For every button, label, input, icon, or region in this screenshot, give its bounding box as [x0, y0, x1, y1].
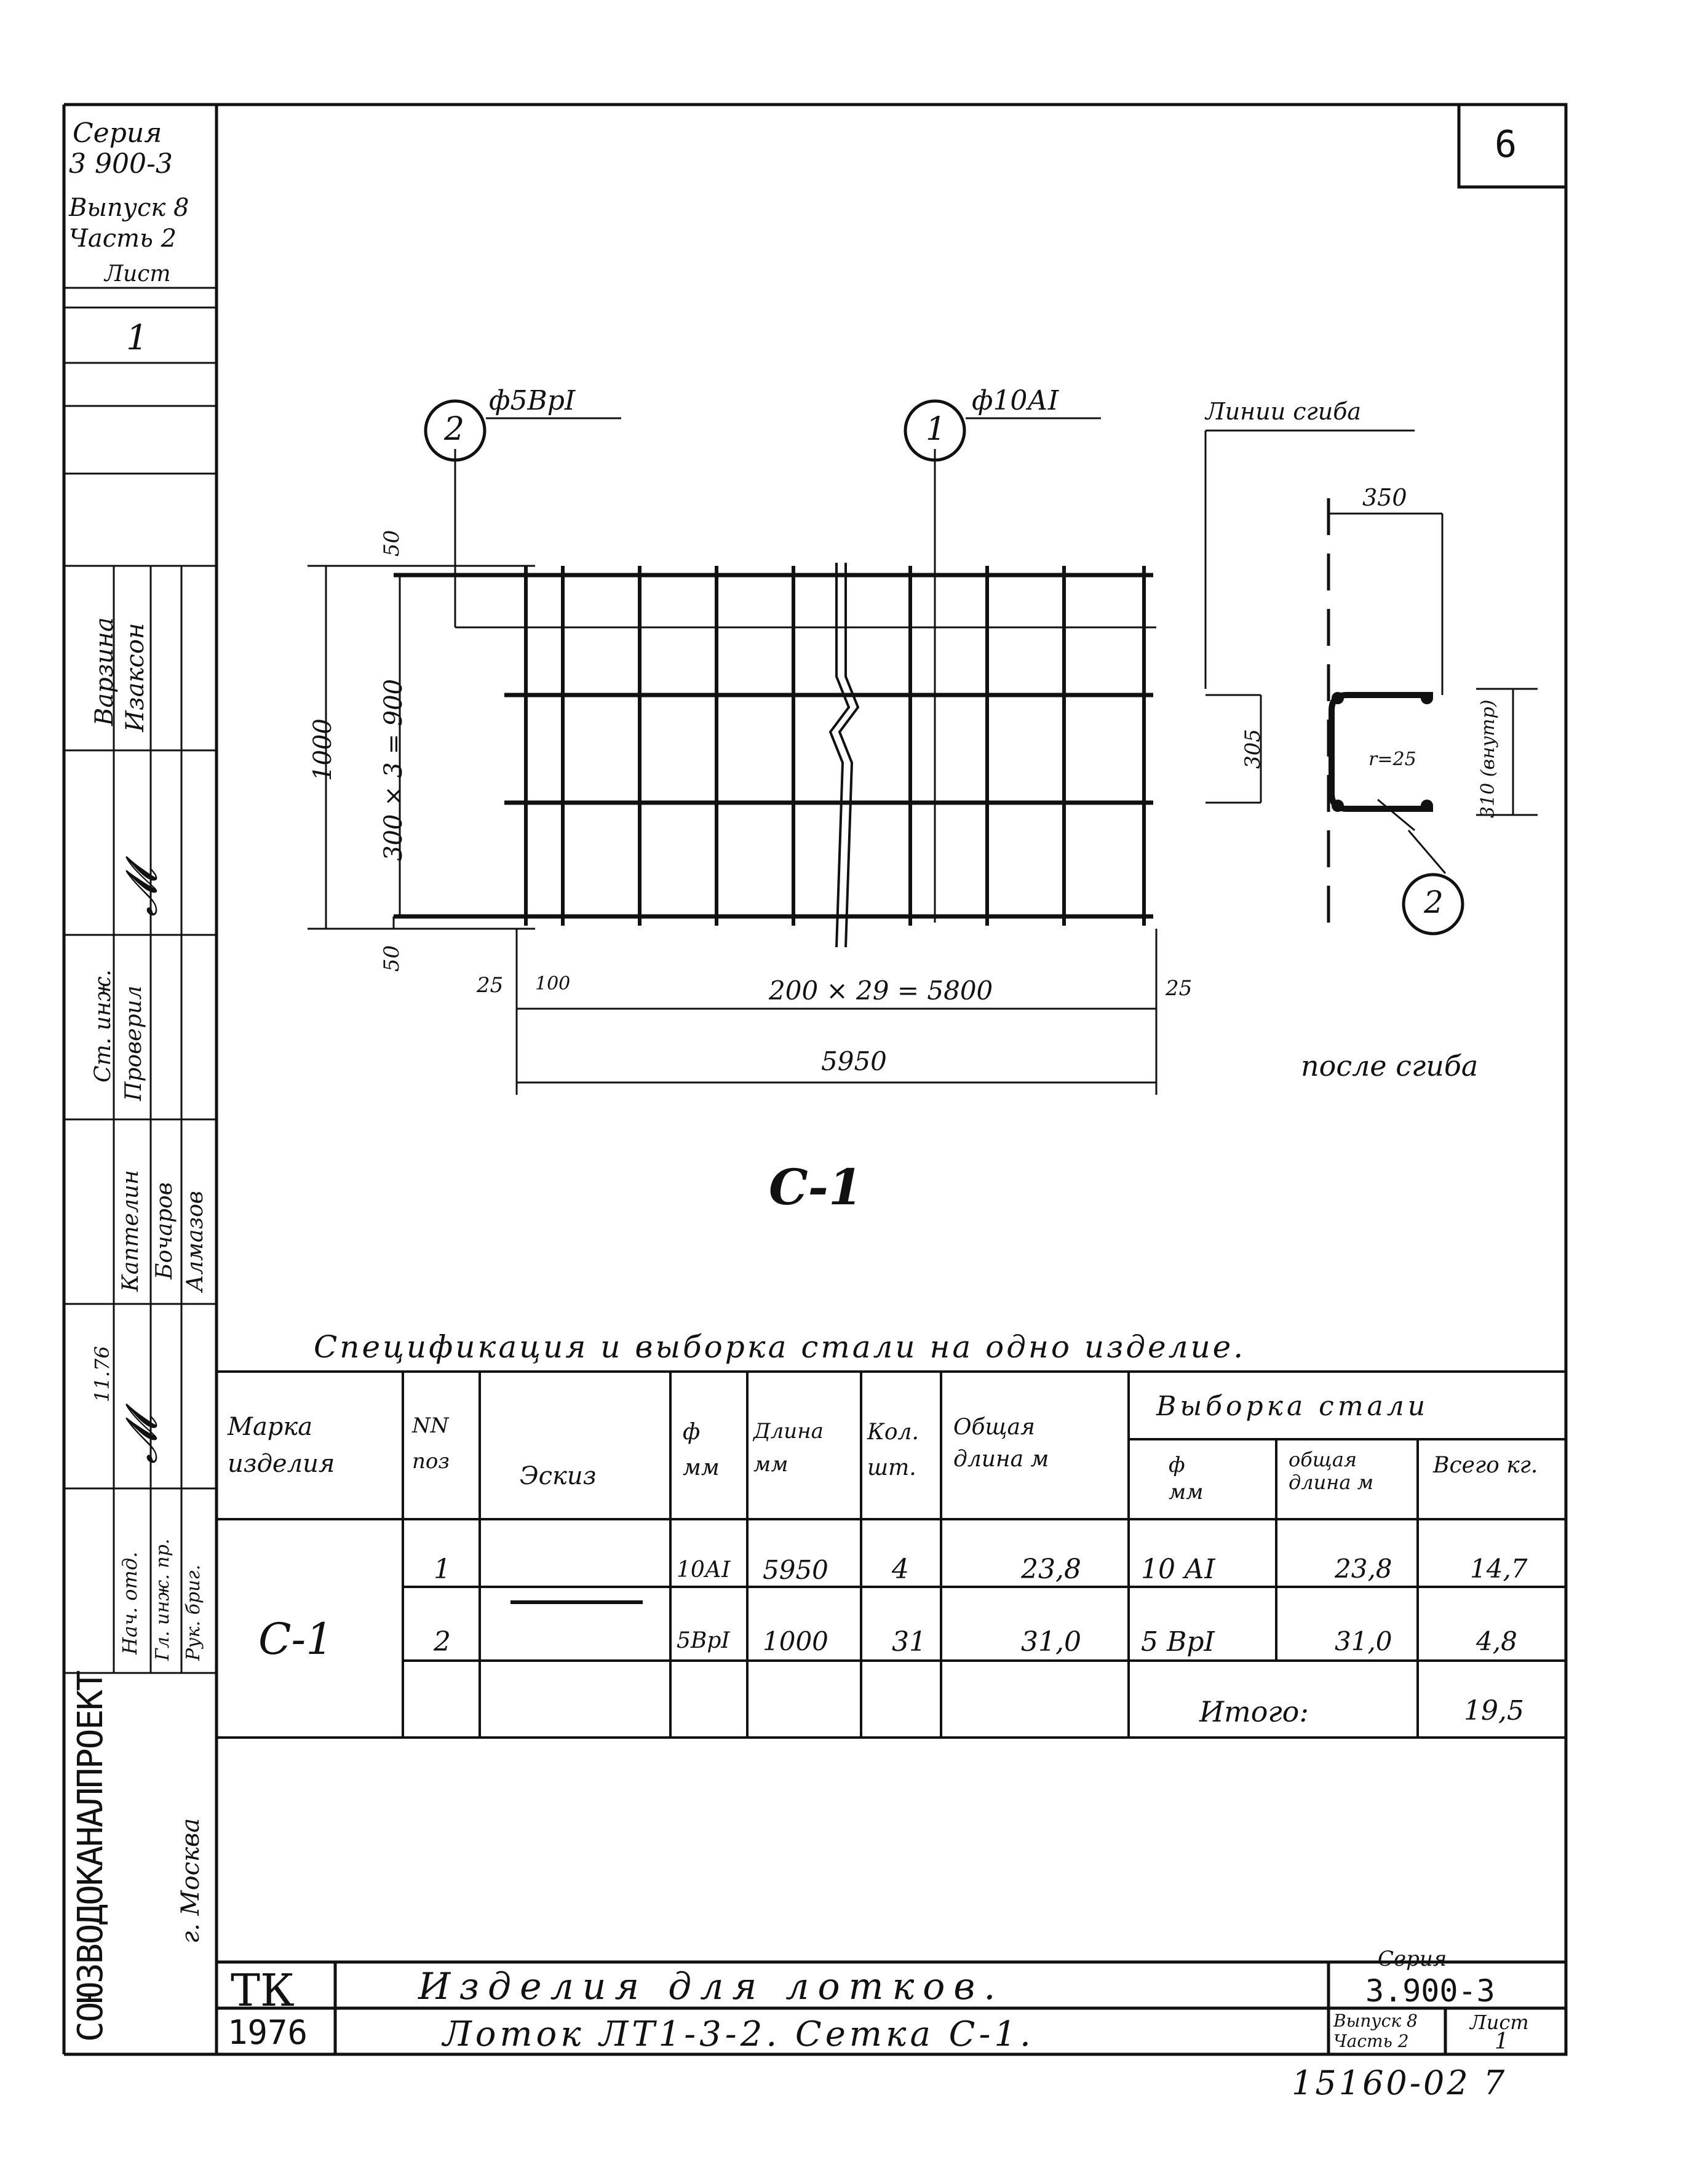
row2-dia: 5ВрI	[677, 1628, 730, 1653]
role-proveril: Проверил	[121, 985, 146, 1101]
dim-310: 310 (внутр)	[1477, 699, 1499, 818]
row1-sel-total: 14,7	[1470, 1554, 1528, 1584]
row1-qty: 4	[892, 1554, 909, 1585]
side-sheet-label: Лист	[105, 261, 171, 287]
tb-issue: Выпуск 8	[1333, 2011, 1418, 2031]
tb-part: Часть 2	[1333, 2031, 1409, 2051]
side-issue: Выпуск 8	[69, 194, 189, 222]
row2-pos: 2	[434, 1626, 451, 1658]
row2-length: 1000	[763, 1626, 828, 1656]
sheet-number: 6	[1495, 123, 1517, 166]
name-varzina: Варзина	[90, 617, 119, 726]
year-label: 1976	[228, 2013, 308, 2052]
name-izakson: Изаксон	[121, 622, 149, 732]
row1-pos: 1	[434, 1554, 451, 1585]
row1-sel-dia: 10 АI	[1141, 1554, 1215, 1585]
dim-350: 350	[1362, 484, 1407, 511]
after-bend-label: после сгиба	[1301, 1049, 1479, 1083]
role-gl-inzh: Гл. инж. пр.	[152, 1538, 173, 1661]
tb-sheet-value: 1	[1495, 2029, 1509, 2054]
bend-lines-label: Линии сгиба	[1206, 398, 1362, 425]
hdr-pos: NN поз	[412, 1413, 450, 1474]
hdr-qty: Кол. шт.	[867, 1420, 919, 1480]
title-line2: Лоток ЛТ1-3-2. Сетка С-1.	[443, 2014, 1035, 2054]
pos1-circle-label: 1	[926, 411, 947, 448]
name-bocharov: Бочаров	[152, 1182, 177, 1279]
pos1-spec: ф10АI	[972, 385, 1059, 416]
row2-qty: 31	[892, 1626, 926, 1658]
row1-length: 5950	[763, 1555, 828, 1585]
hdr-length: Длина мм	[753, 1419, 824, 1477]
title-line1: Изделия для лотков.	[418, 1965, 1004, 2008]
hdr-total-len: Общая длина м	[953, 1415, 1049, 1472]
section-pos-label: 2	[1424, 884, 1444, 920]
side-series-label: Серия	[73, 117, 162, 149]
spec-title: Спецификация и выборка стали на одно изделие.	[314, 1329, 1246, 1365]
dim-50-top: 50	[379, 530, 404, 557]
archive-number: 15160-02 7	[1292, 2064, 1507, 2102]
side-part: Часть 2	[69, 224, 177, 253]
side-series-value: 3 900-3	[69, 148, 173, 180]
role-ruk-brig: Рук. бриг.	[183, 1564, 204, 1661]
hdr-sel-total: Всего кг.	[1433, 1453, 1538, 1478]
signature-1: 𝓜	[116, 868, 167, 916]
side-sheet-value: 1	[126, 318, 148, 358]
tb-series-label: Серия	[1378, 1947, 1447, 1971]
tb-sheet-label: Лист	[1470, 2011, 1529, 2034]
tk-label: ТК	[231, 1964, 295, 2016]
role-nach-otd: Нач. отд.	[118, 1551, 141, 1655]
row1-sel-len: 23,8	[1335, 1554, 1392, 1584]
mark-title: С-1	[769, 1158, 863, 1216]
tb-series-value: 3.900-3	[1365, 1973, 1495, 2009]
row1-total-len: 23,8	[1021, 1554, 1081, 1585]
dim-200x29: 200 × 29 = 5800	[769, 975, 993, 1006]
pos2-spec: ф5ВрI	[489, 385, 576, 416]
hdr-mark: Марка изделия	[228, 1413, 335, 1478]
dim-300x3: 300 × 3 = 900	[379, 678, 408, 861]
name-almazov: Алмазов	[183, 1191, 208, 1292]
role-st-inzh: Ст. инж.	[90, 969, 116, 1083]
hdr-sel-dia: ф мм	[1169, 1453, 1204, 1505]
bend-radius: r=25	[1368, 749, 1416, 770]
hdr-dia: ф мм	[683, 1420, 720, 1480]
row1-dia: 10АI	[677, 1557, 731, 1583]
side-date: 11.76	[90, 1346, 114, 1402]
pos2-circle-label: 2	[444, 411, 465, 448]
total-label: Итого:	[1199, 1695, 1309, 1728]
dim-25-right: 25	[1166, 976, 1193, 1001]
row2-total-len: 31,0	[1021, 1626, 1081, 1658]
dim-25-left: 25	[477, 973, 504, 998]
row2-sel-dia: 5 ВрI	[1141, 1626, 1215, 1658]
row2-sel-len: 31,0	[1335, 1626, 1392, 1656]
name-kaptelin: Каптелин	[118, 1170, 143, 1292]
org-city: г. Москва	[177, 1817, 205, 1944]
hdr-selection: Выборка стали	[1156, 1391, 1429, 1422]
dim-305: 305	[1241, 729, 1265, 769]
hdr-sketch: Эскиз	[520, 1462, 597, 1490]
total-value: 19,5	[1464, 1695, 1524, 1726]
dim-50-bottom: 50	[379, 945, 404, 972]
mark-value: С-1	[258, 1614, 333, 1664]
dim-5950: 5950	[821, 1046, 887, 1076]
dim-1000: 1000	[309, 718, 337, 781]
row2-sel-total: 4,8	[1476, 1626, 1517, 1656]
hdr-sel-len: общая длина м	[1289, 1448, 1374, 1494]
dim-100: 100	[535, 973, 571, 995]
signature-2: 𝓜	[116, 1415, 167, 1464]
org-name: СОЮЗВОДОКАНАЛПРОЕКТ	[71, 1671, 111, 2042]
